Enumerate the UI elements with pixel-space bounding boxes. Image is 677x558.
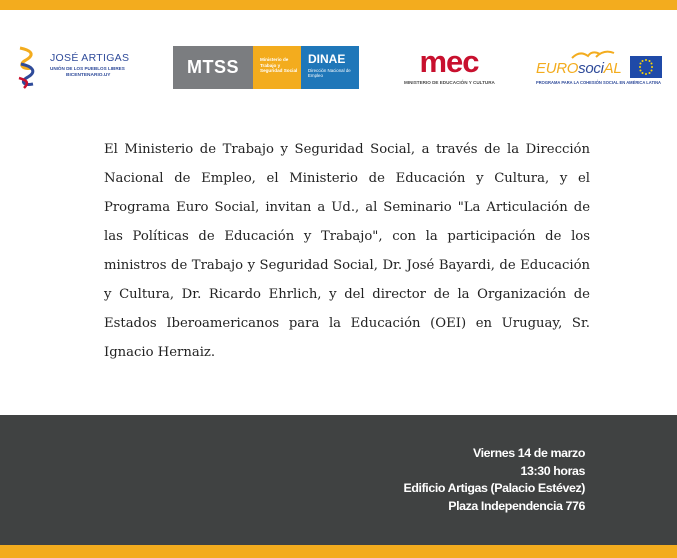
artigas-emblem-icon	[16, 44, 46, 90]
mec-acronym: mec	[419, 44, 479, 79]
logo-jose-artigas	[16, 44, 136, 90]
logo-eurosocial	[534, 48, 666, 90]
mtss-acronym: MTSS	[173, 46, 253, 89]
dinae-block	[301, 46, 359, 89]
invitation-text: El Ministerio de Trabajo y Seguridad Social, a través de la Dirección Nacional de Empleo, el Ministerio de Educación y Cultura, y el Programa Euro Social, invitan a Ud., al Seminario "La Articulación de las Políticas de Educación y Trabajo", con la participación de los ministros de Trabajo y Seguridad Social, Dr. José Bayardi, de Educación y Cultura, Dr. Ricardo Ehrlich, y del director de la Organización de Estados Iberoamericanos para la Educación (OEI) en Uruguay, Sr. Ignacio Hernaiz.	[104, 142, 590, 360]
event-footer	[0, 415, 677, 545]
event-address: Plaza Independencia 776	[448, 498, 585, 513]
dinae-acronym: DINAE	[308, 52, 346, 66]
event-time: 13:30 horas	[520, 463, 585, 478]
eurosocial-birds-icon	[570, 48, 620, 60]
dinae-description: Dirección Nacional de Empleo	[308, 68, 351, 78]
eu-flag-icon	[630, 56, 662, 78]
eurosocial-wordmark: EUROsociAL	[536, 60, 622, 77]
top-accent-bar	[0, 0, 677, 10]
event-date: Viernes 14 de marzo	[472, 446, 585, 460]
logo-mec	[404, 46, 494, 90]
eurosocial-description: PROGRAMA PARA LA COHESIÓN SOCIAL EN AMÉRICA LATINA	[536, 80, 662, 85]
bottom-accent-bar	[0, 545, 677, 558]
artigas-title: JOSÉ ARTIGAS	[50, 52, 130, 64]
artigas-subtitle: UNIÓN DE LOS PUEBLOS LIBRES	[50, 66, 125, 71]
event-details	[404, 445, 586, 515]
artigas-site: BICENTENARIO.UY	[66, 73, 111, 78]
mtss-description: Ministerio de Trabajo y Seguridad Social	[253, 46, 301, 89]
mec-description: MINISTERIO DE EDUCACIÓN Y CULTURA	[404, 80, 495, 85]
event-venue: Edificio Artigas (Palacio Estévez)	[403, 481, 585, 495]
logo-mtss-dinae	[173, 46, 359, 89]
logo-strip	[0, 40, 677, 96]
